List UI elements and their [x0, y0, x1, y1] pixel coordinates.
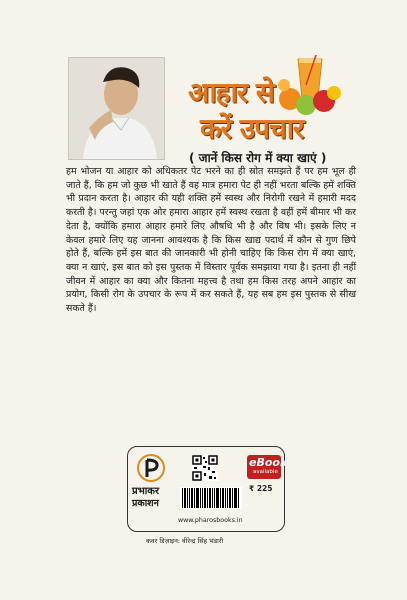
ebook-badge	[247, 455, 288, 479]
qr-code	[192, 455, 218, 481]
publisher-name-line-1: प्रभाकर	[132, 486, 160, 497]
ebook-badge-sub: available	[253, 469, 278, 475]
barcode	[180, 487, 242, 509]
publisher-info-box	[127, 446, 288, 532]
blurb-text: हम भोजन या आहार को अधिकतर पेट भरने का ही स्रोत समझते हैं पर हम भूल ही जाते हैं, कि हम जो कुछ भी खाते हैं वह मात्र हमारा पेट ही नहीं भरता बल्कि हमें शक्ति भी प्रदान करता है। आहार की यही शक्ति हमें स्वस्थ और निरोगी रखने में हमारी मदद करती है। परन्तु जहां एक ओर हमारा आहार हमें स्वस्थ रखता है वहीं हमें बीमार भी कर देता है, क्योंकि हमारा आहार हमारे लिए औषधि भी है और विष भी। इसके लिए न केवल हमारे लिए यह जानना आवश्यक है कि किस खाद्य पदार्थ में कौन से गुण छिपे होते हैं, बल्कि हमें इस बात की जानकारी भी होनी चाहिए कि किस रोग में क्या खाएं, क्या न खाएं, इस बात को इस पुस्तक में विस्तार पूर्वक समझाया गया है। इतना ही नहीं जीवन में आहार का क्या और कितना महत्त्व है तथा हम किस तरह अपने आहार का प्रयोग, किसी रोग के उपचार के रूप में कर सकते हैं, यह सब हम इस पुस्तक से सीख सकते हैं।	[66, 166, 356, 315]
price: ₹ 225	[249, 484, 273, 493]
subtitle: ( जानें किस रोग में क्या खाएं )	[189, 151, 327, 165]
publisher-name-line-2: प्रकाशन	[132, 498, 159, 509]
publisher-name	[132, 486, 176, 510]
title-line-2: करें उपचार	[200, 112, 304, 145]
title-line-1: आहार से	[188, 76, 274, 109]
author-photo-icon	[69, 58, 164, 159]
title	[188, 73, 348, 148]
author-photo	[68, 57, 165, 160]
publisher-url: www.pharosbooks.in	[178, 517, 243, 524]
cover-designer-credit: कवर डिज़ाइन: वीरेन्द्र सिंह भंडारी	[146, 537, 224, 545]
publisher-logo	[136, 453, 166, 483]
ebook-badge-title: eBook	[249, 456, 288, 469]
